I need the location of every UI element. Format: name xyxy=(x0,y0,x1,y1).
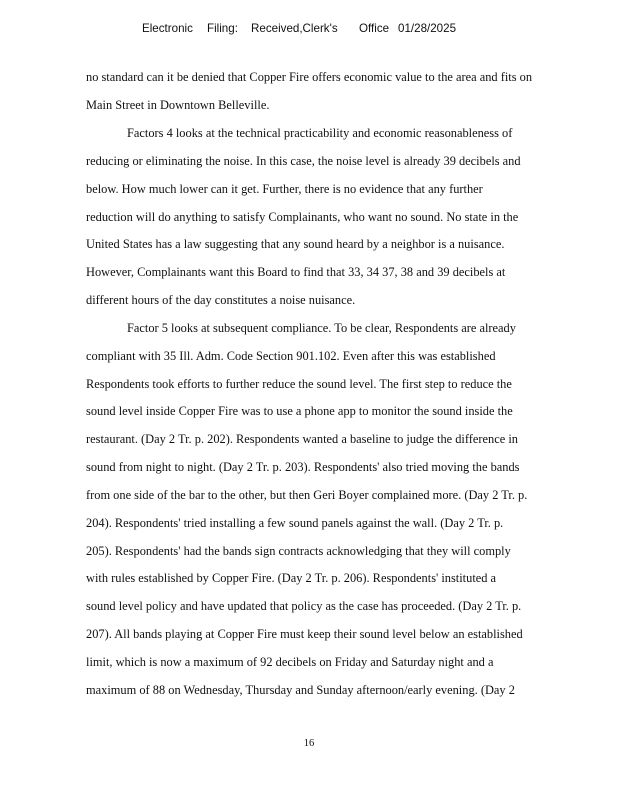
text-line: Factor 5 looks at subsequent compliance. To be clear, Respondents are already xyxy=(127,321,516,335)
header-office: Office xyxy=(359,22,390,35)
text-line: Respondents took efforts to further reduce the sound level. The first step to reduce the xyxy=(86,377,512,391)
header-received: Received,Clerk's xyxy=(251,22,338,35)
text-line: Main Street in Downtown Belleville. xyxy=(86,98,270,112)
text-line: United States has a law suggesting that any sound heard by a neighbor is a nuisance. xyxy=(86,237,505,251)
header-filing: Filing: xyxy=(207,22,238,35)
text-line: no standard can it be denied that Copper Fire offers economic value to the area and fits on xyxy=(86,70,533,84)
text-line: different hours of the day constitutes a noise nuisance. xyxy=(86,293,356,307)
text-line: 204). Respondents' tried installing a few sound panels against the wall. (Day 2 Tr. p. xyxy=(86,516,504,530)
text-line: below. How much lower can it get. Further, there is no evidence that any further xyxy=(86,182,483,196)
text-line: sound level inside Copper Fire was to use a phone app to monitor the sound inside the xyxy=(86,404,513,418)
text-line: limit, which is now a maximum of 92 decibels on Friday and Saturday night and a xyxy=(86,655,494,669)
header-date: 01/28/2025 xyxy=(398,22,457,35)
page-number: 16 xyxy=(303,738,315,749)
text-line: sound level policy and have updated that policy as the case has proceeded. (Day 2 Tr. p. xyxy=(86,599,522,613)
text-line: reduction will do anything to satisfy Complainants, who want no sound. No state in the xyxy=(86,210,519,224)
text-line: However, Complainants want this Board to find that 33, 34 37, 38 and 39 decibels at xyxy=(86,265,506,279)
text-line: 205). Respondents' had the bands sign contracts acknowledging that they will comply xyxy=(86,544,511,558)
header-electronic: Electronic xyxy=(142,22,193,35)
text-line: Factors 4 looks at the technical practicability and economic reasonableness of xyxy=(127,126,513,140)
text-line: maximum of 88 on Wednesday, Thursday and Sunday afternoon/early evening. (Day 2 xyxy=(86,683,515,697)
text-line: from one side of the bar to the other, but then Geri Boyer complained more. (Day 2 Tr. p. xyxy=(86,488,528,502)
text-line: reducing or eliminating the noise. In this case, the noise level is already 39 decibels and xyxy=(86,154,521,168)
text-line: with rules established by Copper Fire. (Day 2 Tr. p. 206). Respondents' instituted a xyxy=(86,571,497,585)
text-line: compliant with 35 Ill. Adm. Code Section 901.102. Even after this was established xyxy=(86,349,496,363)
text-line: 207). All bands playing at Copper Fire must keep their sound level below an established xyxy=(86,627,523,641)
text-line: restaurant. (Day 2 Tr. p. 202). Respondents wanted a baseline to judge the difference in xyxy=(86,432,518,446)
text-line: sound from night to night. (Day 2 Tr. p. 203). Respondents' also tried moving the bands xyxy=(86,460,520,474)
